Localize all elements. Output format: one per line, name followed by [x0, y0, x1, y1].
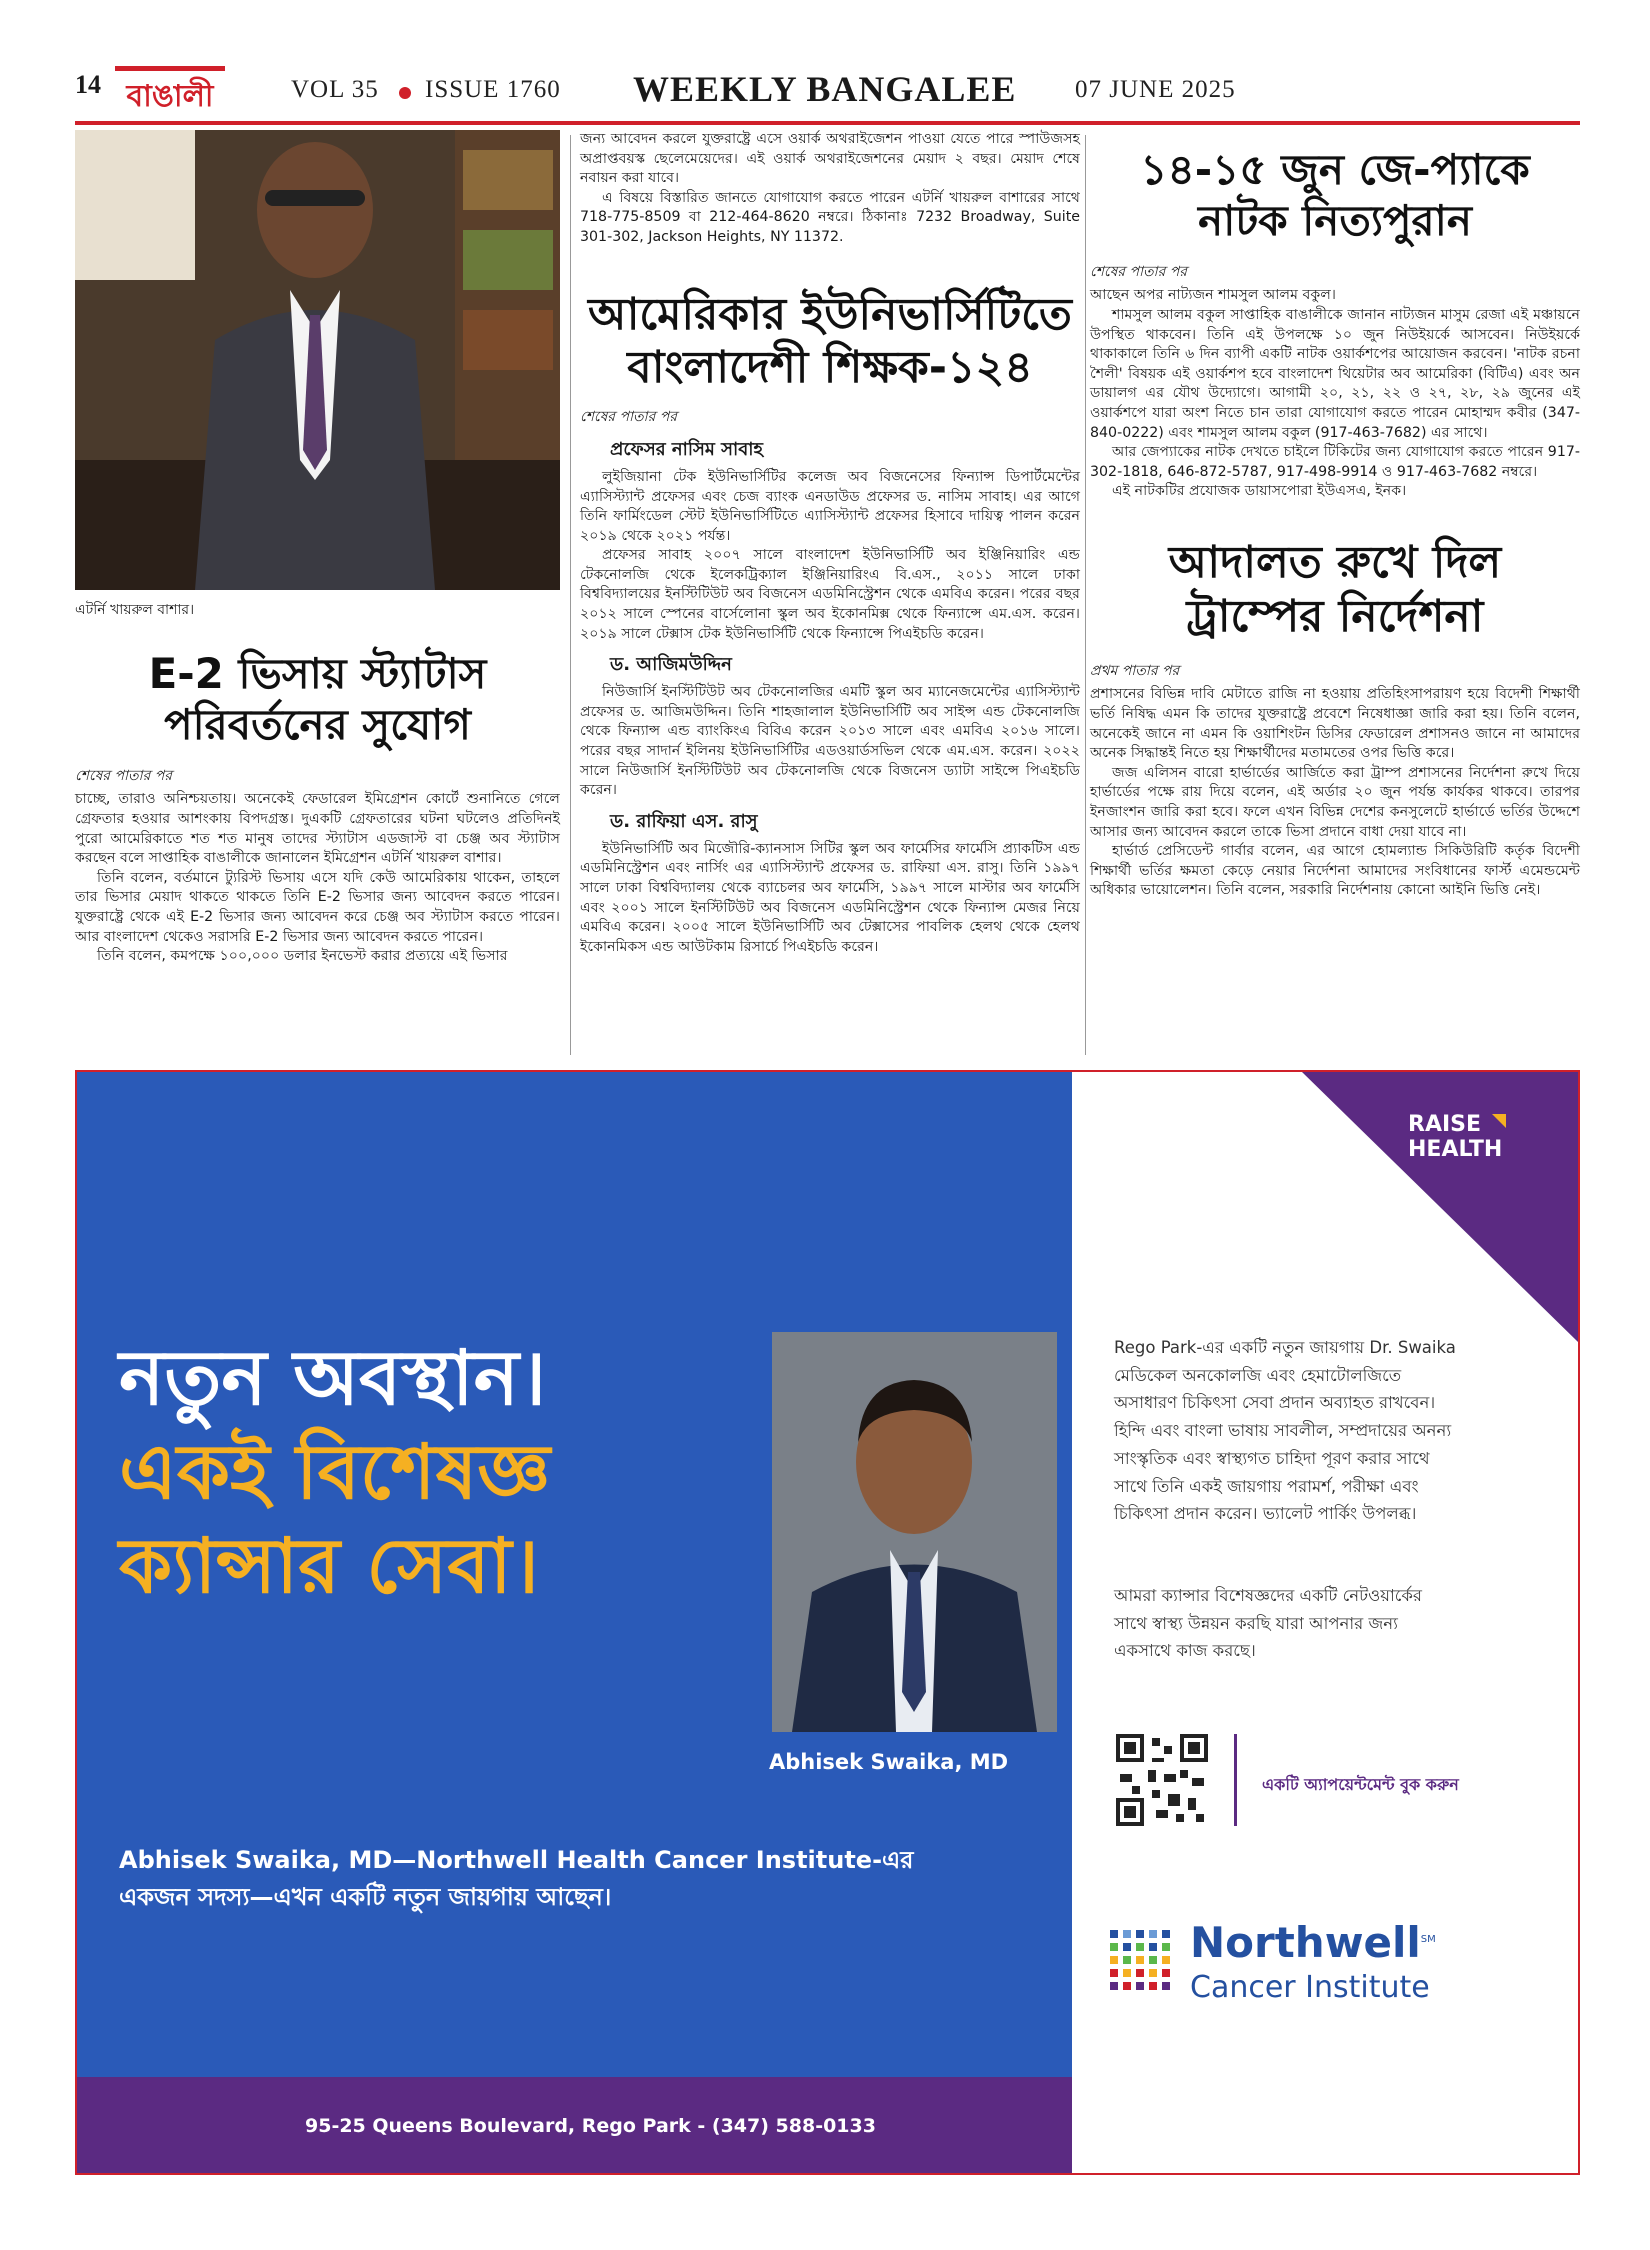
- ad-tagline: [119, 1842, 914, 1916]
- separator-dot-icon: [399, 82, 411, 101]
- volume-label: VOL 35: [291, 76, 379, 103]
- subheading: ড. আজিমউদ্দিন: [610, 654, 732, 676]
- doctor-photo: [772, 1332, 1057, 1732]
- description-line: হিন্দি এবং বাংলা ভাষায় সাবলীল, সম্প্রদায়ের অনন্য: [1114, 1421, 1452, 1441]
- issue-date: 07 JUNE 2025: [1075, 76, 1236, 103]
- headline-line: আমেরিকার ইউনিভার্সিটিতে: [588, 288, 1072, 340]
- column-divider: [570, 135, 571, 1055]
- body-paragraph: শামসুল আলম বকুল সাপ্তাহিক বাঙালীকে জানান নাট্যজন মাসুম রেজা এই মঞ্চায়নে উপস্থিত থাকবেন। তিনি এই উপলক্ষে ১০ জুন নিউইয়র্কে আসবেন। নিউইয়র্কে থাকাকালে তিনি ৬ দিন ব্যাপী একটি নাটক ওয়ার্কশপের আয়োজন করবেন। 'নাটক রচনা শৈলী' বিষয়ক এই ওয়ার্কশপ হবে বাংলাদেশ থিয়েটার অব আমেরিকা (বিটিএ) এবং অন ডায়ালগ এর যৌথ উদ্যোগে। আগামী ২০, ২১, ২২ ও ২৭, ২৮, ২৯ জুনের এই ওয়ার্কশপে যারা অংশ নিতে চান তারা যোগাযোগ করতে পারেন মোহাম্মদ কবীর (347-840-0222) এবং শামসুল আলম বকুল (917-463-7682) এর সাথে।: [1090, 307, 1580, 441]
- article-headline: [75, 648, 560, 750]
- doctor-name: Abhisek Swaika, MD: [769, 1750, 1009, 1774]
- article-headline: [1090, 536, 1580, 643]
- cancer-institute-label: Cancer Institute: [1190, 1970, 1430, 2005]
- headline-line: নাটক নিত্যপুরান: [1198, 196, 1472, 246]
- body-paragraph: ইউনিভার্সিটি অব মিজৌরি-ক্যানসাস সিটির স্কুল অব ফার্মেসির ফার্মেসি প্র্যাকটিস এন্ড এডমিনিস্ট্রেশন এবং নার্সিং এর এ্যাসিস্ট্যান্ট প্রফেসর ড. রাফিয়া এস. রাসু। তিনি ১৯৯৭ সালে ঢাকা বিশ্ববিদ্যালয় থেকে ব্যাচেলর অব ফার্মেসি, ১৯৯৭ সালে মাস্টার অব ফার্মেসি এবং ২০০১ সালে ইনস্টিটিউট অব বিজনেস এডমিনিস্ট্রেশন থেকে ফিন্যান্স মেজর নিয়ে এমবিএ করেন। ২০০৫ সালে ইউনিভার্সিটি অব টেক্সাসের পাবলিক হেলথ থেকে হেলথ ইকোনমিকস এন্ড আউটকাম রিসার্চে পিএইচডি করেন।: [580, 840, 1080, 955]
- masthead-rule: [75, 121, 1580, 125]
- attorney-photo: [75, 130, 560, 590]
- article-court-trump: [1090, 536, 1580, 901]
- description-line: একসাথে কাজ করছে।: [1114, 1641, 1256, 1661]
- body-paragraph: এ বিষয়ে বিস্তারিত জানতে যোগাযোগ করতে পারেন এটর্নি খায়রুল বাশারের সাথে 718-775-8509 বা 212-464-8620 নম্বরে। ঠিকানাঃ 7232 Broadway, Suite 301-302, Jackson Heights, NY 11372.: [580, 189, 1080, 245]
- tagline-line: একজন সদস্য—এখন একটি নতুন জায়গায় আছেন।: [119, 1883, 612, 1912]
- logo-text: বাঙালী: [126, 79, 214, 110]
- body-paragraph: জন্য আবেদন করলে যুক্তরাষ্ট্রে এসে ওয়ার্ক অথরাইজেশন পাওয়া যেতে পারে স্পাউজসহ অপ্রাপ্তবয়স্ক ছেলেমেয়েদের। এই ওয়ার্ক অথরাইজেশনের মেয়াদ ২ বছর। মেয়াদ শেষে নবায়ন করা যাবে।: [580, 131, 1080, 187]
- continued-from: শেষের পাতার পর: [75, 768, 172, 785]
- article-headline: [1090, 144, 1580, 246]
- ad-address: 95-25 Queens Boulevard, Rego Park - (347) 588-0133: [305, 2115, 876, 2137]
- continued-from: শেষের পাতার পর: [580, 408, 677, 425]
- description-line: সাংস্কৃতিক এবং স্বাস্থ্যগত চাহিদা পূরণ করার সাথে: [1114, 1448, 1430, 1468]
- headline-line: ১৪-১৫ জুন জে-প্যাকে: [1140, 145, 1530, 194]
- headline-line: আদালত রুখে দিল: [1168, 537, 1502, 588]
- headline-line: পরিবর্তনের সুযোগ: [164, 700, 471, 750]
- arrow-icon: [1492, 1114, 1506, 1128]
- continued-from: প্রথম পাতার পর: [1090, 663, 1180, 680]
- headline-line: E-2 ভিসায় স্ট্যাটাস: [148, 649, 487, 698]
- ad-network-text: [1114, 1582, 1422, 1665]
- ad-headline-line1: নতুন অবস্থান।: [119, 1333, 547, 1422]
- description-line: Rego Park-এর একটি নতুন জায়গায় Dr. Swaika: [1114, 1338, 1456, 1357]
- continued-from: শেষের পাতার পর: [1090, 264, 1187, 281]
- description-line: সাথে তিনি একই জায়গায় পরামর্শ, পরীক্ষা এবং: [1114, 1476, 1419, 1496]
- column-divider: [1085, 135, 1086, 1055]
- body-paragraph: প্রফেসর সাবাহ ২০০৭ সালে বাংলাদেশ ইউনিভার্সিটি অব ইঞ্জিনিয়ারিং এন্ড টেকনোলজি থেকে ইলেকট্রিক্যাল ইঞ্জিনিয়ারিংএ বি.এস., ২০১১ সালে ঢাকা বিশ্ববিদ্যালয়ের ইনস্টিটিউট অব বিজনেস এডমিনিস্ট্রেশন থেকে এমবিএ করেন। পরের বছর ২০১২ সালে স্পেনের বার্সেলোনা স্কুল অব ইকোনমিক্স থেকে ফিন্যান্সে এম.এস. করেন। ২০১৯ সালে টেক্সাস টেক ইউনিভার্সিটি থেকে ফিন্যান্সে পিএইচডি করেন।: [580, 547, 1080, 642]
- body-paragraph: প্রশাসনের বিভিন্ন দাবি মেটাতে রাজি না হওয়ায় প্রতিহিংসাপরায়ণ হয়ে বিদেশী শিক্ষার্থী ভর্তি নিষিদ্ধ এমন কি তাদের যুক্তরাষ্ট্রে প্রবেশে নিষেধাজ্ঞা জারি করা হয়। তিনি বলেন, অনেকেই জানে না এমন কি ওয়াশিংটন ডিসির ফেডারেল প্রশাসনও জানে না আমাদের অনেক সিদ্ধান্তই নিতে হয় শিক্ষার্থীদের মতামতের ওপর ভিত্তি করে।: [1090, 686, 1580, 762]
- book-appointment-link[interactable]: একটি অ্যাপয়েন্টমেন্ট বুক করুন: [1262, 1775, 1459, 1794]
- ad-blue-panel: [77, 1072, 1072, 2077]
- description-line: আমরা ক্যান্সার বিশেষজ্ঞদের একটি নেটওয়ার্কের: [1114, 1586, 1423, 1605]
- headline-line: বাংলাদেশী শিক্ষক-১২৪: [627, 342, 1033, 394]
- raise-line: HEALTH: [1408, 1137, 1503, 1163]
- cta-divider: [1234, 1734, 1237, 1826]
- tagline-line: Abhisek Swaika, MD—Northwell Health Cancer Institute-এর: [119, 1846, 914, 1874]
- headline-line: ট্রাম্পের নির্দেশনা: [1186, 590, 1484, 642]
- northwell-advertisement[interactable]: [75, 1070, 1580, 2175]
- newspaper-title: WEEKLY BANGALEE: [633, 69, 1017, 109]
- body-paragraph: নিউজার্সি ইনস্টিটিউট অব টেকনোলজির এমটি স্কুল অব ম্যানেজমেন্টের এ্যাসিস্ট্যান্ট প্রফেসর ড. আজিমউদ্দিন। তিনি শাহজালাল ইউনিভার্সিটি অব সাইন্স এন্ড টেকনোলজি থেকে ফিন্যান্স এন্ড ব্যাংকিংএ বিবিএ করেন ২০১৩ সালে এবং এমবিএ ২০১৬ সালে। পরের বছর সাদার্ন ইলিনয় ইউনিভার্সিটির এডওয়ার্ডসভিল থেকে এম.এস. করেন। ২০২২ সালে নিউজার্সি ইনস্টিটিউট অব টেকনোলজি থেকে বিজনেস ড্যাটা সাইন্সে পিএইচডি করেন।: [580, 684, 1080, 799]
- raise-line: RAISE: [1408, 1112, 1482, 1137]
- body-paragraph: লুইজিয়ানা টেক ইউনিভার্সিটির কলেজ অব বিজনেসের ফিন্যান্স ডিপার্টমেন্টের এ্যাসিস্ট্যান্ট প্রফেসর এবং চেজ ব্যাংক এনডাউড প্রফেসর ড. নাসিম সাবাহ। এর আগে তিনি ফার্মিংডেল স্টেট ইউনিভার্সিটিতে এ্যাসিস্ট্যান্ট প্রফেসর হিসাবে দায়িত্ব পালন করেন ২০১৯ থেকে ২০২১ পর্যন্ত।: [580, 468, 1080, 544]
- article-e2-visa: [75, 130, 560, 967]
- masthead: [75, 60, 1580, 120]
- service-mark: SM: [1420, 1934, 1436, 1945]
- ad-white-panel: [1072, 1072, 1578, 2173]
- page-number: 14: [75, 70, 101, 99]
- description-line: অসাধারণ চিকিৎসা সেবা প্রদান অব্যাহত রাখবেন।: [1114, 1393, 1436, 1413]
- photo-caption: এটর্নি খায়রুল বাশার।: [75, 602, 195, 618]
- body-paragraph: আর জেপ্যাকের নাটক দেখতে চাইলে টিকিটের জন্য যোগাযোগ করতে পারেন 917-302-1818, 646-872-5787, 917-498-9914 ও 917-463-7682 নম্বরে।: [1090, 444, 1580, 480]
- qr-code-icon[interactable]: [1112, 1730, 1212, 1830]
- subheading: প্রফেসর নাসিম সাবাহ: [610, 438, 763, 460]
- ad-headline-line3: ক্যান্সার সেবা।: [119, 1521, 539, 1610]
- description-line: সাথে স্বাস্থ্য উন্নয়ন করছি যারা আপনার জন্য: [1114, 1613, 1398, 1633]
- raise-health-logo: [1408, 1112, 1502, 1163]
- description-line: মেডিকেল অনকোলজি এবং হেমাটোলজিতে: [1114, 1365, 1402, 1385]
- article-bangladeshi-teachers: [580, 288, 1080, 958]
- article-drama-jpac: [1090, 144, 1580, 502]
- body-paragraph: চাচ্ছে, তারাও অনিশ্চয়তায়। অনেকেই ফেডারেল ইমিগ্রেশন কোর্টে শুনানিতে গেলে গ্রেফতার হওয়ার আশংকায় বিপদগ্রস্ত। দুএকটি গ্রেফতারের ঘটনা ঘটলেও প্রতিদিনই পুরো আমেরিকাতে শত শত মানুষ তাদের স্ট্যাটাস এডজাস্ট বা চেঞ্জ অব স্ট্যাটাস করছেন বলে সাপ্তাহিক বাঙালীকে জানালেন ইমিগ্রেশন এটর্নি খায়রুল বাশার।: [75, 791, 560, 867]
- description-line: চিকিৎসা প্রদান করেন। ভ্যালেট পার্কিং উপলব্ধ।: [1114, 1504, 1417, 1524]
- body-paragraph: জজ এলিসন বারো হার্ভার্ডের আর্জিতে করা ট্রাম্প প্রশাসনের নির্দেশনা রুখে দিয়ে হার্ভার্ডের পক্ষে রায় দিয়ে বলেন, এই অর্ডার ২০ জুন পর্যন্ত কার্যকর থাকবে। তারপর ইনজাংশন জারি করা হবে। ফলে এখন বিভিন্ন দেশের কনসুলেটে হার্ভার্ডে ভর্তির উদ্দেশে আসার জন্য আবেদন করলে তাকে ভিসা প্রদানে বাধা দেয়া যাবে না।: [1090, 764, 1580, 840]
- northwell-logo-icon: [1110, 1930, 1172, 1992]
- column-middle: [580, 130, 1080, 957]
- body-paragraph: তিনি বলেন, বর্তমানে ট্যুরিস্ট ভিসায় এসে যদি কেউ আমেরিকায় থাকেন, তাহলে তার ভিসার মেয়াদ থাকতে থাকতে তিনি E-2 ভিসার জন্য আবেদন করতে পারেন। যুক্তরাষ্ট্রে থেকে এই E-2 ভিসার জন্য আবেদন করে চেঞ্জ অব স্ট্যাটাস করতে পারেন। আর বাংলাদেশ থেকেও সরাসরি E-2 ভিসার জন্য আবেদন করতে পারেন।: [75, 869, 560, 945]
- ad-description: [1114, 1334, 1456, 1528]
- body-paragraph: আছেন অপর নাট্যজন শামসুল আলম বকুল।: [1090, 287, 1336, 304]
- body-paragraph: হার্ভার্ড প্রেসিডেন্ট গার্বার বলেন, এর আগে হোমল্যান্ড সিকিউরিটি কর্তৃক বিদেশী শিক্ষার্থী ভর্তির ক্ষমতা কেড়ে নেয়ার নির্দেশনা আমাদের সংবিধানের ফার্স্ট এমেন্ডমেন্ট অধিকার ভায়োলেশন। তিনি বলেন, সরকারি নির্দেশনায় কোনো আইনি ভিত্তি নেই।: [1090, 843, 1580, 899]
- issue-label: ISSUE 1760: [425, 76, 561, 103]
- newspaper-logo: [115, 66, 225, 110]
- column-right: [1090, 130, 1580, 901]
- subheading: ড. রাফিয়া এস. রাসু: [610, 810, 758, 832]
- article-headline: [580, 288, 1080, 395]
- ad-address-bar: [77, 2077, 1072, 2173]
- body-paragraph: এই নাটকটির প্রযোজক ডায়াসপোরা ইউএসএ, ইনক।: [1112, 483, 1407, 500]
- ad-headline-line2: একই বিশেষজ্ঞ: [119, 1427, 551, 1516]
- body-paragraph: তিনি বলেন, কমপক্ষে ১০০,০০০ ডলার ইনভেস্ট করার প্রত্যয়ে এই ভিসার: [97, 948, 508, 965]
- brand-name: Northwell: [1190, 1918, 1421, 1967]
- northwell-brand: [1190, 1918, 1436, 1967]
